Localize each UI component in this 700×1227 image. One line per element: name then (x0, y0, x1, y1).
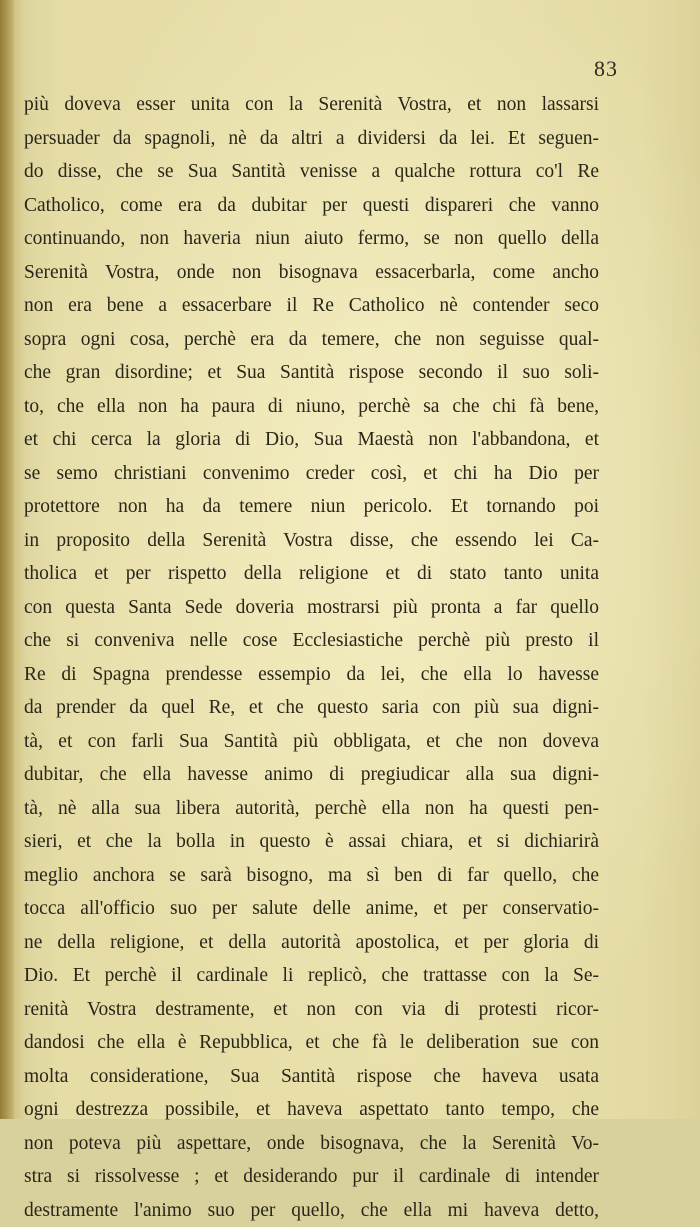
text-line: se semo christiani convenimo creder così, et chi ha Dio per (24, 457, 599, 491)
page-number: 83 (594, 56, 618, 82)
text-line: meglio anchora se sarà bisogno, ma sì ben di far quello, che (24, 859, 599, 893)
text-line: et chi cerca la gloria di Dio, Sua Maestà non l'abbandona, et (24, 423, 599, 457)
text-line: molta consideratione, Sua Santità rispose che haveva usata (24, 1060, 599, 1094)
text-line: sieri, et che la bolla in questo è assai chiara, et si dichiarirà (24, 825, 599, 859)
text-line: persuader da spagnoli, nè da altri a dividersi da lei. Et seguen- (24, 122, 599, 156)
text-line: ne della religione, et della autorità apostolica, et per gloria di (24, 926, 599, 960)
text-line: non era bene a essacerbare il Re Catholico nè contender seco (24, 289, 599, 323)
text-line: che gran disordine; et Sua Santità rispose secondo il suo soli- (24, 356, 599, 390)
text-line: in proposito della Serenità Vostra disse, che essendo lei Ca- (24, 524, 599, 558)
text-line: tà, nè alla sua libera autorità, perchè ella non ha questi pen- (24, 792, 599, 826)
text-line: do disse, che se Sua Santità venisse a qualche rottura co'l Re (24, 155, 599, 189)
text-line: Re di Spagna prendesse essempio da lei, che ella lo havesse (24, 658, 599, 692)
text-line: non poteva più aspettare, onde bisognava, che la Serenità Vo- (24, 1127, 599, 1161)
text-line: sopra ogni cosa, perchè era da temere, che non seguisse qual- (24, 323, 599, 357)
text-line: to, che ella non ha paura di niuno, perchè sa che chi fà bene, (24, 390, 599, 424)
page-spine-shadow (0, 0, 14, 1119)
text-line: tocca all'officio suo per salute delle anime, et per conservatio- (24, 892, 599, 926)
text-line: che si conveniva nelle cose Ecclesiastiche perchè più presto il (24, 624, 599, 658)
text-line: tà, et con farli Sua Santità più obbligata, et che non doveva (24, 725, 599, 759)
text-line: continuando, non haveria niun aiuto fermo, se non quello della (24, 222, 599, 256)
text-line: protettore non ha da temere niun pericolo. Et tornando poi (24, 490, 599, 524)
text-line: stra si rissolvesse ; et desiderando pur il cardinale di intender (24, 1160, 599, 1194)
text-line: tholica et per rispetto della religione et di stato tanto unita (24, 557, 599, 591)
text-line: dubitar, che ella havesse animo di pregiudicar alla sua digni- (24, 758, 599, 792)
body-text (24, 88, 599, 1227)
text-line: Serenità Vostra, onde non bisognava essacerbarla, come ancho (24, 256, 599, 290)
text-line: dandosi che ella è Repubblica, et che fà le deliberation sue con (24, 1026, 599, 1060)
text-line: più doveva esser unita con la Serenità Vostra, et non lassarsi (24, 88, 599, 122)
text-line: da prender da quel Re, et che questo saria con più sua digni- (24, 691, 599, 725)
text-line: Catholico, come era da dubitar per questi dispareri che vanno (24, 189, 599, 223)
text-line: renità Vostra destramente, et non con via di protesti ricor- (24, 993, 599, 1027)
text-line: ogni destrezza possibile, et haveva aspettato tanto tempo, che (24, 1093, 599, 1127)
text-line: destramente l'animo suo per quello, che ella mi haveva detto, (24, 1194, 599, 1227)
text-line: Dio. Et perchè il cardinale li replicò, che trattasse con la Se- (24, 959, 599, 993)
text-line: con questa Santa Sede doveria mostrarsi più pronta a far quello (24, 591, 599, 625)
